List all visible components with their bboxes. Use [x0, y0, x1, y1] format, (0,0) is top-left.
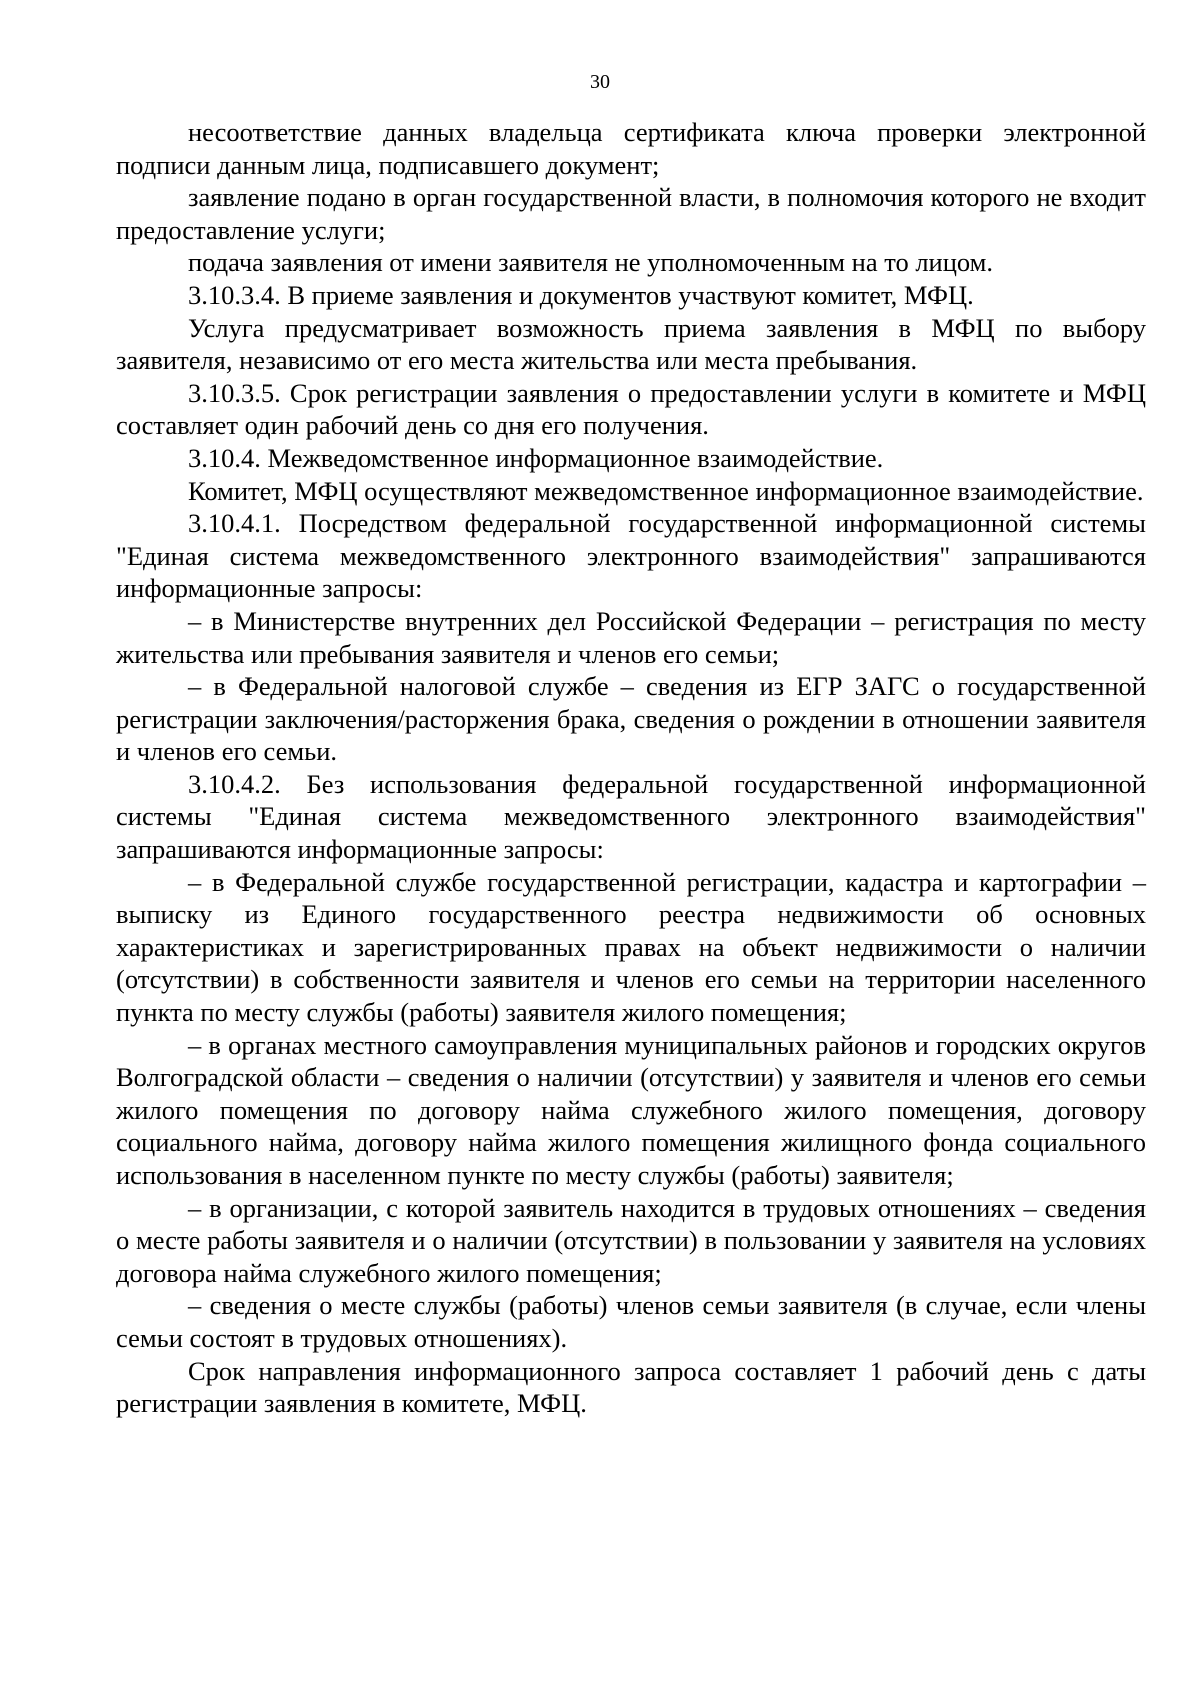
paragraph: несоответствие данных владельца сертификата ключа проверки электронной подписи данным лица, подписавшего документ;	[116, 117, 1146, 180]
paragraph: 3.10.4.1. Посредством федеральной государственной информационной системы "Единая система межведомственного электронного взаимодействия" запрашиваются информационные запросы:	[116, 508, 1146, 604]
paragraph: 3.10.4.2. Без использования федеральной государственной информационной системы "Единая система межведомственного электронного взаимодействия" запрашиваются информационные запросы:	[116, 768, 1146, 865]
paragraph: Комитет, МФЦ осуществляют межведомственное информационное взаимодействие.	[188, 475, 1144, 506]
list-item: – в организации, с которой заявитель находится в трудовых отношениях – сведения о месте работы заявителя и о наличии (отсутствии) в пользовании у заявителя на условиях договора найма служебного жилого помещения;	[116, 1192, 1146, 1288]
list-item: – в Федеральной налоговой службе – сведения из ЕГР ЗАГС о государственной регистрации заключения/расторжения брака, сведения о рождении в отношении заявителя и членов его семьи.	[116, 671, 1146, 767]
paragraph: 3.10.3.5. Срок регистрации заявления о предоставлении услуги в комитете и МФЦ составляет один рабочий день со дня его получения.	[116, 377, 1146, 441]
list-item: – в Министерстве внутренних дел Российской Федерации – регистрация по месту жительства или пребывания заявителя и членов его семьи;	[116, 605, 1146, 669]
paragraph: Услуга предусматривает возможность приема заявления в МФЦ по выбору заявителя, независимо от его места жительства или места пребывания.	[116, 312, 1146, 376]
page-number: 30	[590, 71, 610, 93]
paragraph: 3.10.4. Межведомственное информационное взаимодействие.	[188, 442, 884, 473]
paragraph: подача заявления от имени заявителя не уполномоченным на то лицом.	[188, 247, 994, 278]
paragraph: заявление подано в орган государственной власти, в полномочия которого не входит предоставление услуги;	[116, 182, 1146, 245]
list-item: – сведения о месте службы (работы) членов семьи заявителя (в случае, если члены семьи состоят в трудовых отношениях).	[116, 1290, 1146, 1353]
list-item: – в органах местного самоуправления муниципальных районов и городских округов Волгоградской области – сведения о наличии (отсутствии) у заявителя и членов его семьи жилого помещения по договору найма служебного жилого помещения, договору социального найма, договору найма жилого помещения жилищного фонда социального использования в населенном пункте по месту службы (работы) заявителя;	[116, 1029, 1146, 1190]
paragraph: Срок направления информационного запроса составляет 1 рабочий день с даты регистрации заявления в комитете, МФЦ.	[116, 1355, 1146, 1419]
paragraph: 3.10.3.4. В приеме заявления и документов участвуют комитет, МФЦ.	[188, 279, 974, 310]
document-body	[116, 116, 1146, 1420]
list-item: – в Федеральной службе государственной регистрации, кадастра и картографии – выписку из Единого государственного реестра недвижимости об основных характеристиках и зарегистрированных правах на объект недвижимости о наличии (отсутствии) в собственности заявителя и членов его семьи на территории населенного пункта по месту службы (работы) заявителя жилого помещения;	[116, 866, 1146, 1028]
